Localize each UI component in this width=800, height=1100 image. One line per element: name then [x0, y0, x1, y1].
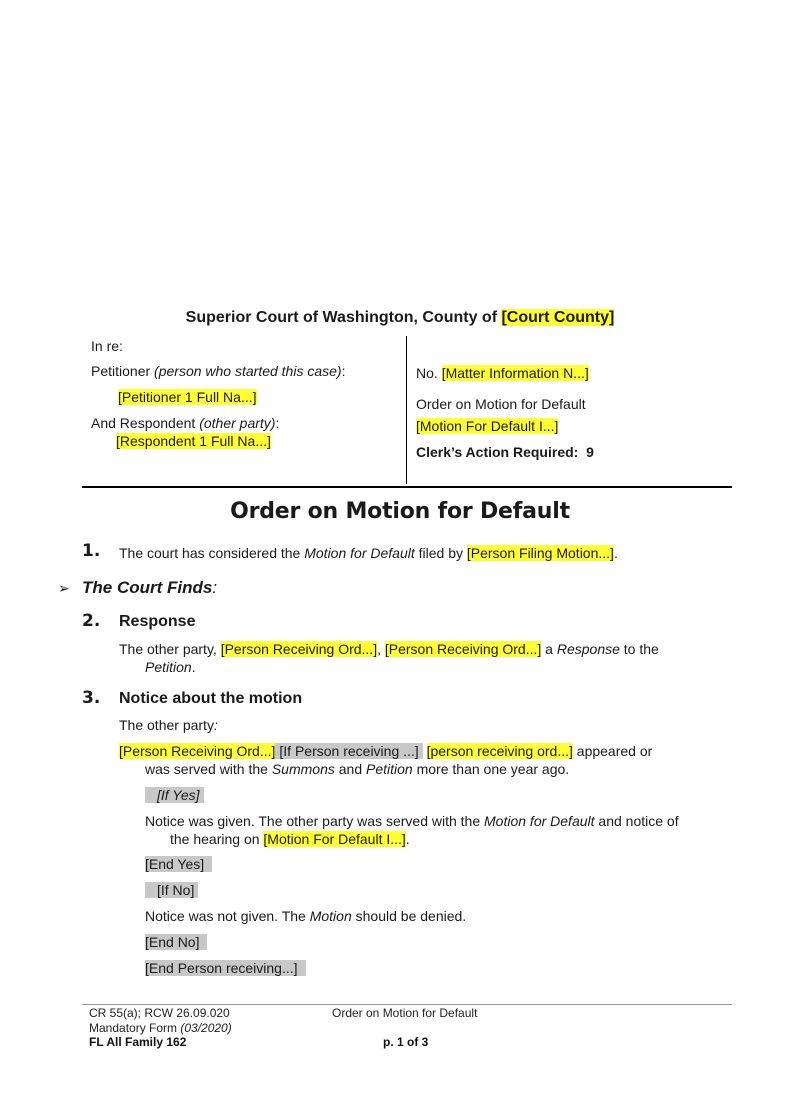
if-person-condition: [If Person receiving ...]: [275, 743, 422, 759]
person-receiving-field-1[interactable]: [Person Receiving Ord...]: [220, 641, 378, 657]
person-receiving-field-3[interactable]: [Person Receiving Ord...]: [119, 743, 276, 759]
notice-not-given-line: Notice was not given. The Motion should be denied.: [145, 908, 467, 924]
other-party-label: The other party:: [119, 717, 218, 733]
notice-given-line: Notice was given. The other party was served with the Motion for Default and notice of: [145, 813, 679, 829]
petitioner-label: Petitioner (person who started this case):: [91, 363, 346, 379]
section-2-text-cont: Petition.: [145, 659, 196, 675]
court-finds-heading: The Court Finds:: [82, 578, 218, 597]
section-2-heading: Response: [119, 613, 196, 630]
court-county-field[interactable]: [Court County]: [501, 309, 615, 326]
notice-line: [Person Receiving Ord...] [If Person receiving ...] [person receiving ord...] appeared or: [119, 743, 653, 759]
caption-divider: [406, 336, 407, 484]
if-yes-condition: [If Yes]: [145, 787, 204, 803]
person-receiving-field-4[interactable]: [person receiving ord...]: [426, 743, 573, 759]
caption-box: [82, 336, 732, 488]
section-3-heading: Notice about the motion: [119, 690, 303, 707]
footer-page-number: p. 1 of 3: [383, 1035, 429, 1049]
footer-rule: [82, 1004, 732, 1005]
hearing-motion-field[interactable]: [Motion For Default I...]: [263, 831, 406, 847]
end-no-condition: [End No]: [145, 934, 207, 950]
end-person-condition: [End Person receiving...]: [145, 960, 306, 976]
footer-title: Order on Motion for Default: [332, 1006, 478, 1020]
matter-info-field[interactable]: [Matter Information N...]: [441, 365, 589, 381]
petitioner-name-field[interactable]: [Petitioner 1 Full Na...]: [118, 389, 257, 405]
section-1-text: The court has considered the Motion for Default filed by [Person Filing Motion...].: [119, 545, 618, 561]
end-yes-condition: [End Yes]: [145, 856, 212, 872]
footer-citation: CR 55(a); RCW 26.09.020: [89, 1006, 230, 1020]
person-receiving-field-2[interactable]: [Person Receiving Ord...]: [384, 641, 542, 657]
page-title: Order on Motion for Default: [230, 499, 570, 524]
case-number: No. [Matter Information N...]: [416, 365, 589, 381]
court-header: [0, 309, 800, 327]
section-1-number: 1.: [82, 541, 101, 561]
motion-field[interactable]: [Motion For Default I...]: [416, 418, 559, 434]
in-re-label: In re:: [91, 338, 123, 354]
arrow-bullet-icon: ➢: [58, 580, 70, 596]
served-line: was served with the Summons and Petition more than one year ago.: [145, 761, 570, 777]
section-2-text: The other party, [Person Receiving Ord...], [Person Receiving Ord...] a Response to the: [119, 641, 659, 657]
hearing-line: the hearing on [Motion For Default I...].: [170, 831, 410, 847]
footer-form-id: FL All Family 162: [89, 1035, 187, 1049]
respondent-name-field[interactable]: [Respondent 1 Full Na...]: [116, 433, 271, 449]
court-prefix: Superior Court of Washington, County of: [185, 309, 502, 326]
person-filing-field[interactable]: [Person Filing Motion...]: [466, 545, 614, 561]
section-3-number: 3.: [82, 688, 101, 708]
clerk-action: Clerk’s Action Required: 9: [416, 444, 594, 460]
footer-mandatory: Mandatory Form (03/2020): [89, 1021, 232, 1035]
caption-doc-title: Order on Motion for Default: [416, 396, 586, 412]
if-no-condition: [If No]: [145, 882, 198, 898]
section-2-number: 2.: [82, 611, 101, 631]
respondent-label: And Respondent (other party):: [91, 415, 280, 431]
